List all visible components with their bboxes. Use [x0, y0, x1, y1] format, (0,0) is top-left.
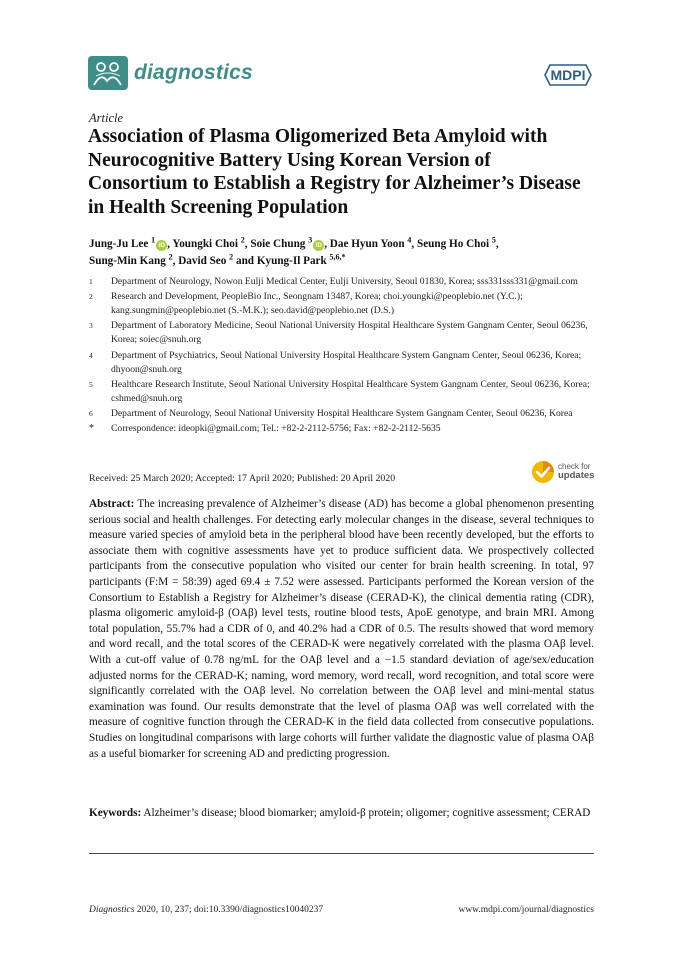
affiliation-text: Correspondence: ideopki@gmail.com; Tel.: +82-2-2112-5756; Fax: +82-2-2112-5635: [111, 423, 441, 435]
author-name: Seung Ho Choi: [416, 238, 490, 250]
article-type: Article: [89, 111, 124, 125]
affiliation-number: *: [89, 423, 94, 435]
author-separator: and: [233, 255, 257, 267]
author-name: Kyung-Il Park: [256, 255, 327, 267]
publisher-logo: [544, 64, 592, 86]
author-name: Sung-Min Kang: [89, 255, 166, 267]
affiliation-item: [89, 407, 599, 421]
author-separator: ,: [172, 255, 179, 267]
author-affiliation-mark: 2: [240, 235, 245, 245]
affiliation-number: 6: [89, 408, 93, 418]
affiliation-text: Healthcare Research Institute, Seoul National University Hospital Healthcare System Gangnam Center, Seoul 06236, Korea; cshmed@snuh.org: [111, 378, 590, 404]
footer-citation: [89, 905, 323, 915]
author-name: Youngki Choi: [172, 238, 238, 250]
abstract: [89, 497, 594, 762]
author-name: Dae Hyun Yoon: [329, 238, 405, 250]
article-title: Association of Plasma Oligomerized Beta Amyloid with Neurocognitive Battery Using Korean Version of Consortium to Establish a Registry for Alzheimer’s Disease in Health Screening Population: [88, 126, 581, 218]
affiliation-text: Department of Psychiatrics, Seoul National University Hospital Healthcare System Gangnam Center, Seoul 06236, Korea; dhyoon@snuh.org: [111, 349, 582, 375]
author-affiliation-mark: 3: [308, 235, 313, 245]
affiliation-item: [89, 275, 599, 289]
footer-citation-text: 2020, 10, 237; doi:10.3390/diagnostics10040237: [134, 905, 324, 915]
affiliation-list: [89, 275, 599, 437]
author-name: Jung-Ju Lee: [89, 238, 149, 250]
orcid-icon[interactable]: iD: [156, 240, 167, 251]
affiliation-item: [89, 422, 599, 436]
journal-logo: [88, 56, 288, 98]
author-separator: ,: [167, 238, 173, 250]
publisher-name: MDPI: [550, 67, 586, 83]
keywords: [89, 806, 594, 822]
affiliation-number: 5: [89, 379, 93, 389]
affiliation-item: [89, 319, 599, 347]
journal-name: diagnostics: [134, 61, 253, 84]
affiliation-item: [89, 290, 599, 318]
affiliation-number: 2: [89, 292, 93, 302]
author-list: [89, 236, 599, 270]
author-affiliation-mark: 5: [491, 235, 496, 245]
abstract-label: Abstract:: [89, 498, 135, 510]
author-affiliation-mark: 2: [229, 252, 234, 262]
author-separator: ,: [411, 238, 417, 250]
affiliation-number: 1: [89, 277, 93, 286]
check-updates-line2: updates: [558, 470, 595, 481]
affiliation-text: Department of Laboratory Medicine, Seoul National University Hospital Healthcare System Gangnam Center, Seoul 06236, Korea; soiec@snuh.org: [111, 320, 588, 346]
abstract-text: The increasing prevalence of Alzheimer’s disease (AD) has become a global phenomenon presenting serious social and health challenges. For detecting early molecular changes in the disease, several techniques to measure varied species of amyloid beta in the peripheral blood have been recently developed, but the efforts to associate them with cognitive assessments have yet to produce sufficient data. We prospectively collected participants from the consecutive population who visited our center for brain health screening. In total, 97 participants (F:M = 58:39) aged 69.4 ± 7.52 were assessed. Participants performed the Korean version of the Consortium to Establish a Registry for Alzheimer’s disease (CERAD-K), the clinical dementia rating (CDR), plasma oligomeric amyloid-β (OAβ) level tests, routine blood tests, ApoE genotype, and brain MRI. Among total population, 55.7% had a CDR of 0, and 40.2% had a CDR of 0.5. The results showed that word memory and word recall, and the total scores of the CERAD-K were negatively correlated with the plasma OAβ level. With a cut-off value of 0.78 ng/mL for the OAβ level and a −1.5 standard deviation of age/sex/education adjusted norms for the CERAD-K; naming, word memory, word recall, word recognition, and total score were significantly correlated with the OAβ level. No correlation between the OAβ level and mini-mental status examination was found. Our results demonstrate that the level of plasma OAβ was well correlated with the measure of cognitive function through the CERAD-K in the field data collected from consecutive populations. Studies on longitudinal comparisons with large cohorts will further validate the diagnostic value of plasma OAβ as a useful biomarker for screening AD and predicting progression.: [89, 498, 594, 760]
author-affiliation-mark: 4: [407, 235, 412, 245]
affiliation-text: Department of Neurology, Seoul National University Hospital Healthcare System Gangnam Center, Seoul 06236, Korea: [111, 407, 573, 419]
affiliation-text: Research and Development, PeopleBio Inc., Seongnam 13487, Korea; choi.youngki@peoplebio.net (Y.C.); kang.sungmin@peoplebio.net (S.-M.K.); seo.david@peoplebio.net (D.S.): [111, 291, 523, 317]
section-divider: [89, 853, 594, 854]
author-name: David Seo: [178, 255, 227, 267]
keywords-text: Alzheimer’s disease; blood biomarker; amyloid-β protein; oligomer; cognitive assessment; CERAD: [143, 807, 591, 819]
journal-logo-icon: [88, 56, 128, 90]
orcid-icon[interactable]: iD: [313, 240, 324, 251]
author-separator: ,: [244, 238, 251, 250]
affiliation-item: [89, 349, 599, 377]
check-updates-line1: check for: [558, 462, 591, 471]
check-updates-icon: [530, 459, 556, 485]
footer-journal-link[interactable]: www.mdpi.com/journal/diagnostics: [458, 905, 594, 915]
affiliation-number: 3: [89, 321, 93, 331]
keywords-label: Keywords:: [89, 807, 142, 819]
footer-journal: Diagnostics: [89, 905, 135, 915]
check-for-updates-button[interactable]: [530, 459, 600, 485]
affiliation-text: Department of Neurology, Nowon Eulji Medical Center, Eulji University, Seoul 01830, Korea; sss331sss331@gmail.com: [111, 276, 578, 287]
publication-dates: Received: 25 March 2020; Accepted: 17 April 2020; Published: 20 April 2020: [89, 473, 396, 484]
author-separator: ,: [324, 238, 330, 250]
author-affiliation-mark: 5,6,*: [329, 252, 346, 262]
author-name: Soie Chung: [250, 238, 306, 250]
affiliation-number: 4: [89, 350, 93, 360]
affiliation-item: [89, 378, 599, 406]
author-affiliation-mark: 2: [168, 252, 173, 262]
author-separator: ,: [495, 238, 499, 250]
author-affiliation-mark: 1: [151, 235, 156, 245]
